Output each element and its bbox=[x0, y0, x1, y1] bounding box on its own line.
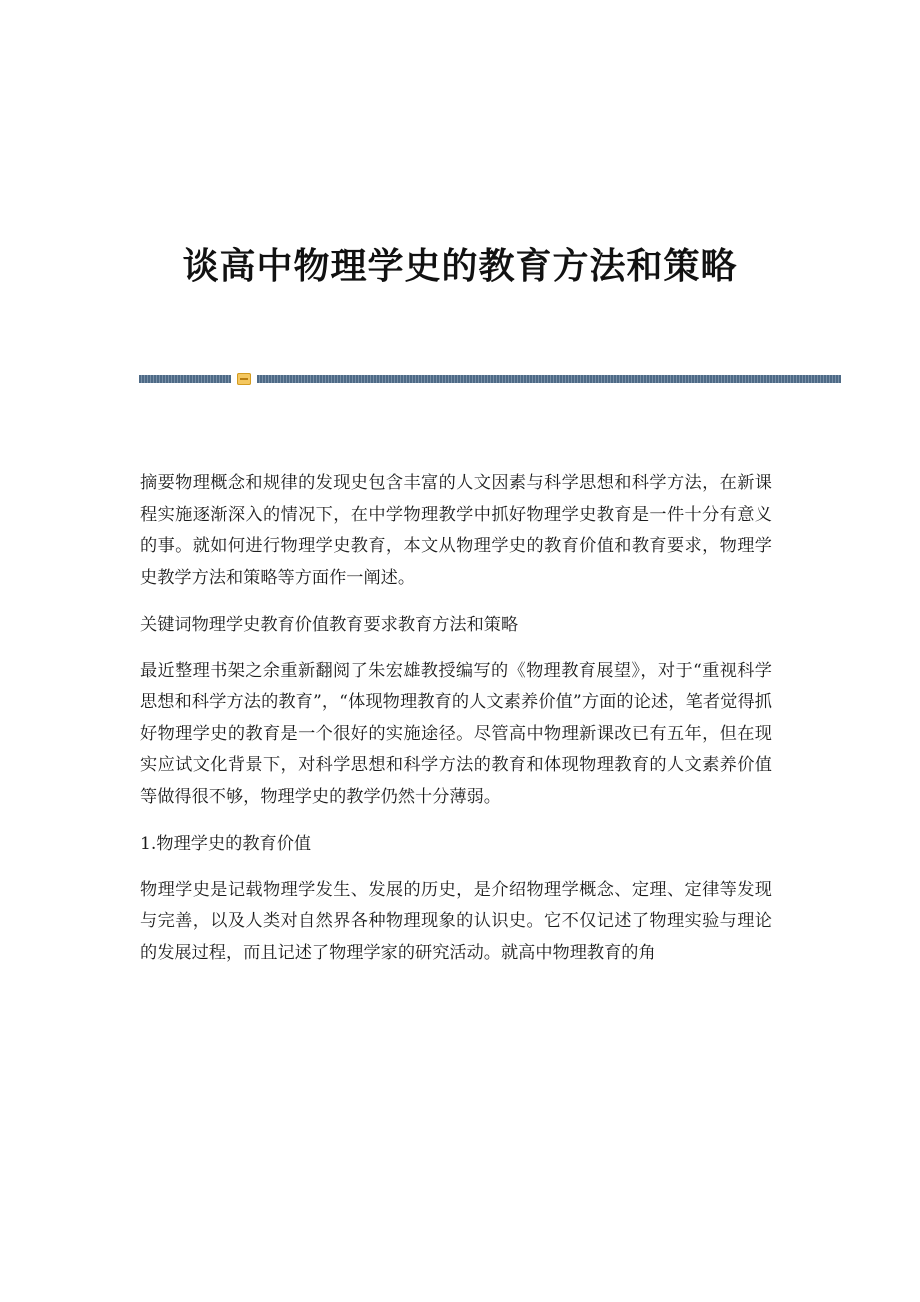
keywords-paragraph: 关键词物理学史教育价值教育要求教育方法和策略 bbox=[140, 615, 519, 635]
title-divider bbox=[139, 375, 841, 383]
divider-ornament-icon bbox=[237, 373, 251, 385]
divider-bar-left bbox=[139, 375, 231, 383]
intro-paragraph: 最近整理书架之余重新翻阅了朱宏雄教授编写的《物理教育展望》，对于“重视科学思想和科学方法的教育”，“体现物理教育的人文素养价值”方面的论述，笔者觉得抓好物理学史的教育是一个很好的实施途径。尽管高中物理新课改已有五年，但在现实应试文化背景下，对科学思想和科学方法的教育和体现物理教育的人文素养价值等做得很不够，物理学史的教学仍然十分薄弱。 bbox=[140, 660, 772, 807]
section-paragraph: 物理学史是记载物理学发生、发展的历史，是介绍物理学概念、定理、定律等发现与完善，以及人类对自然界各种物理现象的认识史。它不仅记述了物理实验与理论的发展过程，而且记述了物理学家的研究活动。就高中物理教育的角 bbox=[140, 879, 772, 963]
page-title: 谈高中物理学史的教育方法和策略 bbox=[182, 245, 738, 288]
document-body bbox=[140, 468, 772, 985]
divider-bar-right bbox=[257, 375, 841, 383]
abstract-paragraph: 摘要物理概念和规律的发现史包含丰富的人文因素与科学思想和科学方法，在新课程实施逐渐深入的情况下，在中学物理教学中抓好物理学史教育是一件十分有意义的事。就如何进行物理学史教育，本文从物理学史的教育价值和教育要求，物理学史教学方法和策略等方面作一阐述。 bbox=[140, 473, 772, 588]
section-heading: 1.物理学史的教育价值 bbox=[140, 834, 312, 854]
